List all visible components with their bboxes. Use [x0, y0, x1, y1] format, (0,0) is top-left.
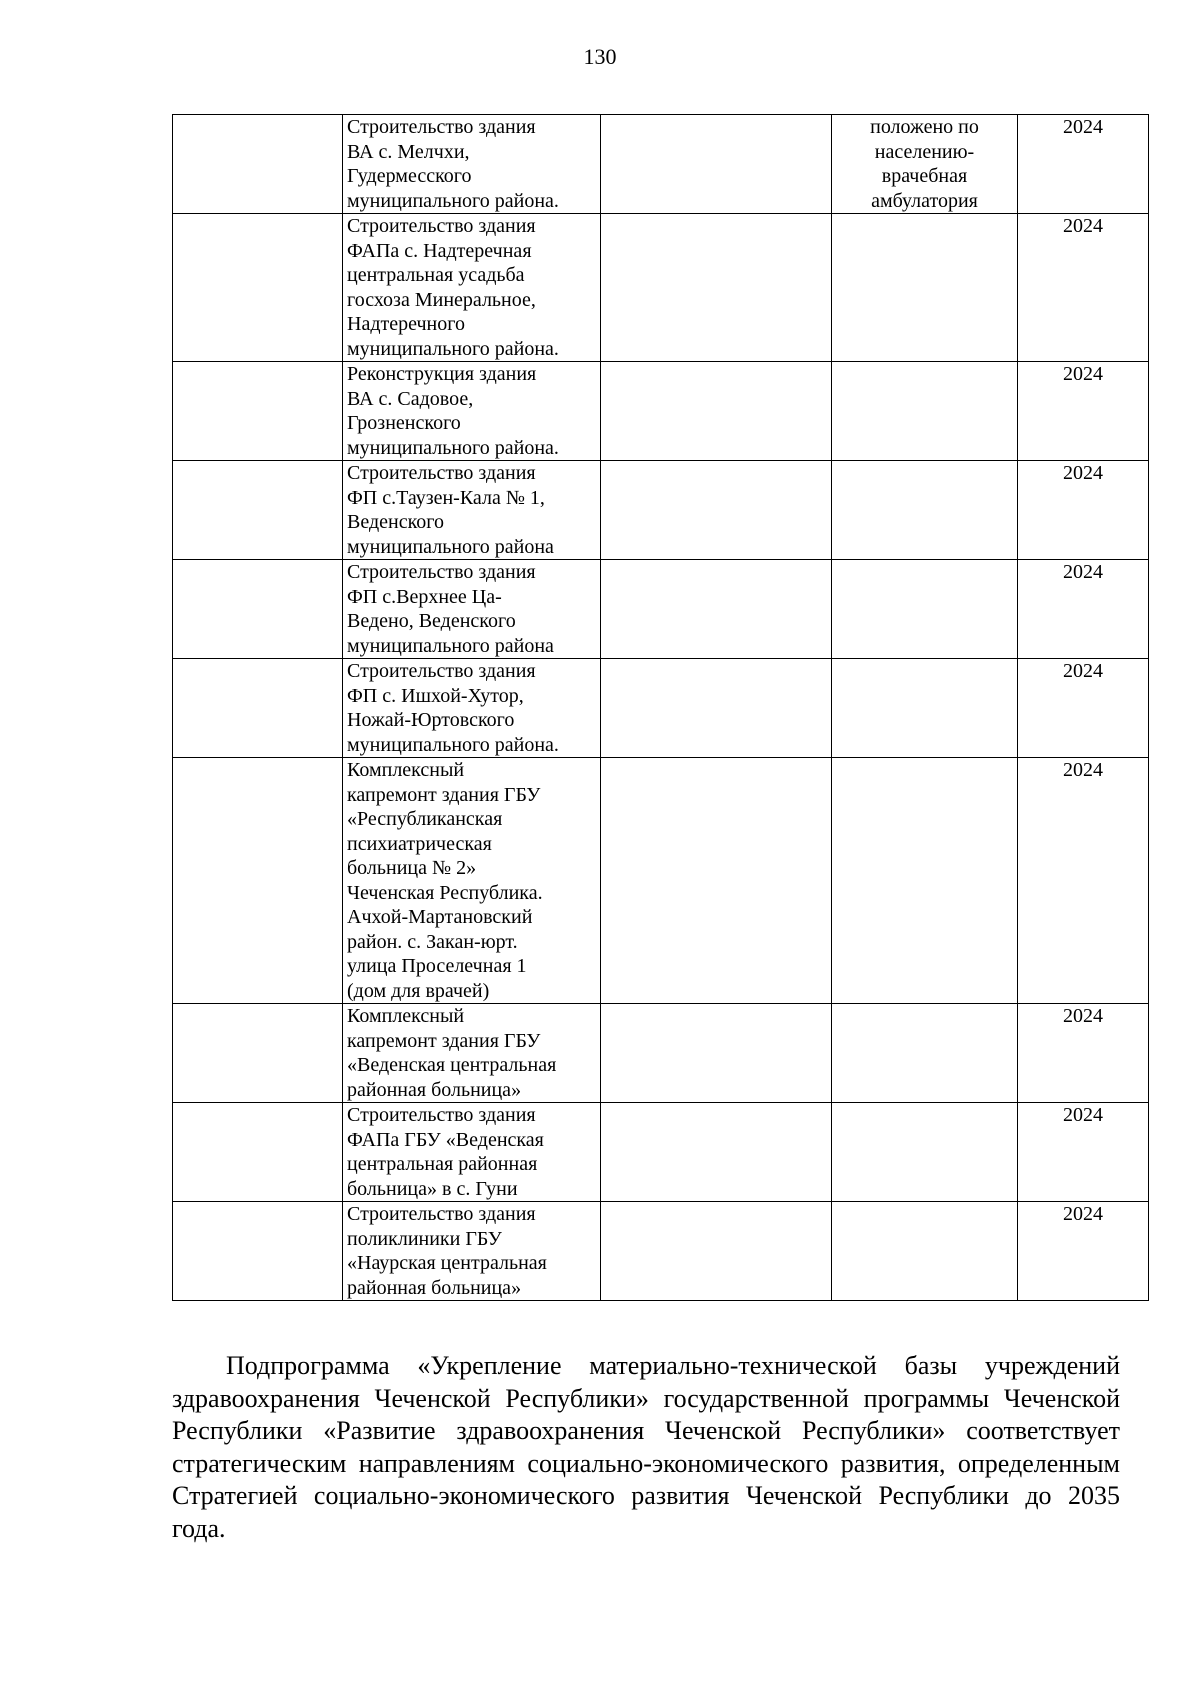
- empty-cell: [601, 214, 832, 362]
- object-name-cell: Строительство здания ФП с.Таузен-Кала № 1, Веденского муниципального района: [343, 461, 601, 560]
- table-row: [173, 1103, 1149, 1202]
- note-cell: [832, 362, 1018, 461]
- empty-cell: [601, 560, 832, 659]
- empty-cell: [601, 362, 832, 461]
- empty-cell: [601, 659, 832, 758]
- note-cell: [832, 659, 1018, 758]
- body-paragraph: Подпрограмма «Укрепление материально-технической базы учреждений здравоохранения Чеченской Республики» государственной программы Чеченской Республики «Развитие здравоохранения Чеченской Республики» соответствует стратегическим направлениям социально-экономического развития, определенным Стратегией социально-экономического развития Чеченской Республики до 2035 года.: [172, 1351, 1120, 1543]
- year-cell: 2024: [1018, 1004, 1149, 1103]
- year-cell: 2024: [1018, 758, 1149, 1004]
- empty-cell: [173, 214, 343, 362]
- page-number: 130: [583, 44, 617, 69]
- note-cell: [832, 560, 1018, 659]
- year-cell: 2024: [1018, 214, 1149, 362]
- table-row: [173, 758, 1149, 1004]
- empty-cell: [173, 1103, 343, 1202]
- object-name-cell: Строительство здания ФП с. Ишхой-Хутор, Ножай-Юртовского муниципального района.: [343, 659, 601, 758]
- empty-cell: [173, 758, 343, 1004]
- object-name-cell: Комплексный капремонт здания ГБУ «Веденская центральная районная больница»: [343, 1004, 601, 1103]
- table-row: [173, 214, 1149, 362]
- note-cell: [832, 1202, 1018, 1301]
- note-cell: [832, 461, 1018, 560]
- empty-cell: [601, 758, 832, 1004]
- empty-cell: [173, 1202, 343, 1301]
- empty-cell: [173, 659, 343, 758]
- table-row: [173, 461, 1149, 560]
- object-name-cell: Реконструкция здания ВА с. Садовое, Грозненского муниципального района.: [343, 362, 601, 461]
- year-cell: 2024: [1018, 461, 1149, 560]
- empty-cell: [601, 461, 832, 560]
- empty-cell: [601, 115, 832, 214]
- empty-cell: [173, 560, 343, 659]
- year-cell: 2024: [1018, 1202, 1149, 1301]
- note-cell: [832, 1103, 1018, 1202]
- year-cell: 2024: [1018, 659, 1149, 758]
- year-cell: 2024: [1018, 1103, 1149, 1202]
- table-row: [173, 362, 1149, 461]
- empty-cell: [173, 115, 343, 214]
- table-row: [173, 1004, 1149, 1103]
- note-cell: [832, 214, 1018, 362]
- year-cell: 2024: [1018, 560, 1149, 659]
- table-row: [173, 1202, 1149, 1301]
- year-cell: 2024: [1018, 362, 1149, 461]
- construction-table: [172, 114, 1149, 1301]
- empty-cell: [173, 1004, 343, 1103]
- object-name-cell: Строительство здания ФП с.Верхнее Ца- Ведено, Веденского муниципального района: [343, 560, 601, 659]
- empty-cell: [601, 1103, 832, 1202]
- object-name-cell: Комплексный капремонт здания ГБУ «Республиканская психиатрическая больница № 2» Чеченская Республика. Ачхой-Мартановский район. с. Закан-юрт. улица Проселечная 1 (дом для врачей): [343, 758, 601, 1004]
- empty-cell: [173, 362, 343, 461]
- empty-cell: [601, 1202, 832, 1301]
- empty-cell: [601, 1004, 832, 1103]
- object-name-cell: Строительство здания поликлиники ГБУ «Наурская центральная районная больница»: [343, 1202, 601, 1301]
- year-cell: 2024: [1018, 115, 1149, 214]
- object-name-cell: Строительство здания ВА с. Мелчхи, Гудермесского муниципального района.: [343, 115, 601, 214]
- object-name-cell: Строительство здания ФАПа с. Надтеречная центральная усадьба госхоза Минеральное, Надтеречного муниципального района.: [343, 214, 601, 362]
- note-cell: [832, 758, 1018, 1004]
- note-cell: [832, 1004, 1018, 1103]
- table-row: [173, 659, 1149, 758]
- empty-cell: [173, 461, 343, 560]
- table-row: [173, 560, 1149, 659]
- table-row: [173, 115, 1149, 214]
- note-cell: положено по населению- врачебная амбулатория: [832, 115, 1018, 214]
- object-name-cell: Строительство здания ФАПа ГБУ «Веденская центральная районная больница» в с. Гуни: [343, 1103, 601, 1202]
